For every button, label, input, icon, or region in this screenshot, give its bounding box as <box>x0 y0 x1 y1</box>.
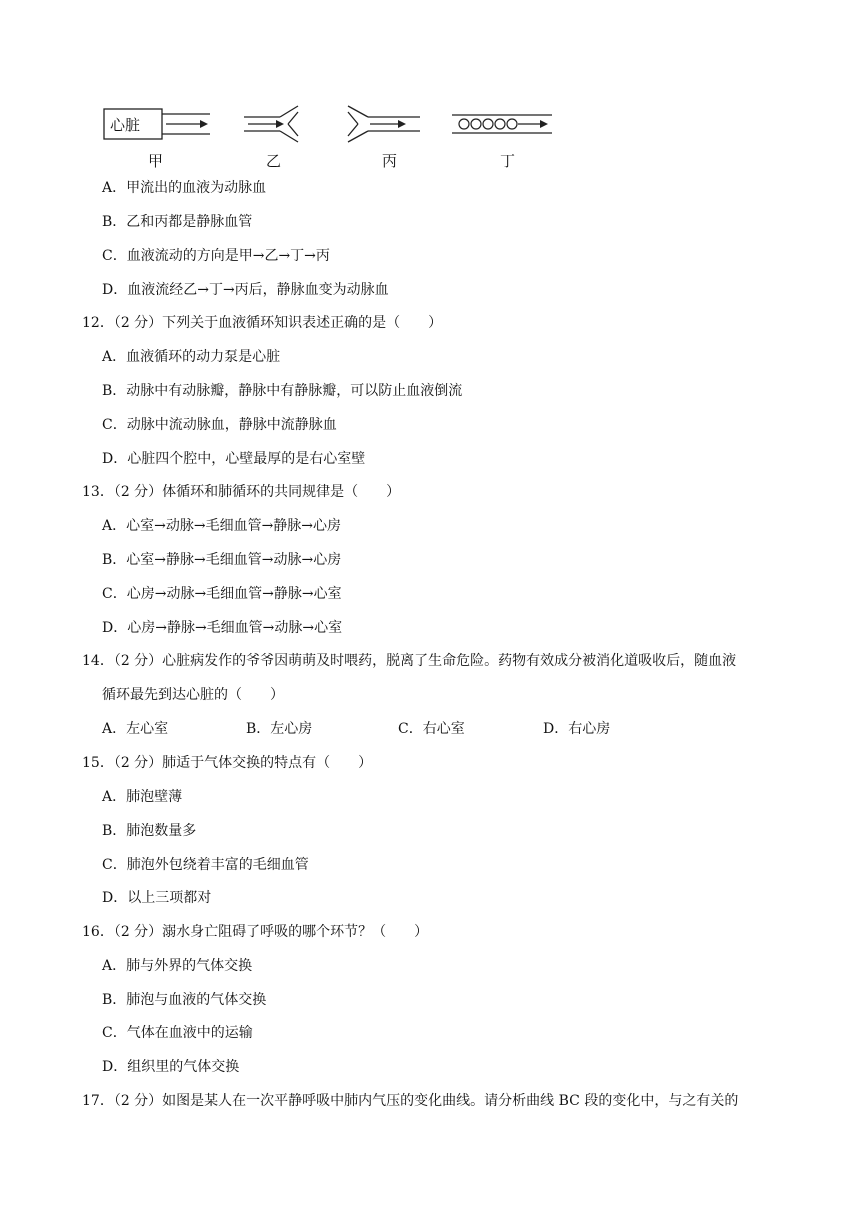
q16-option-c: C．气体在血液中的运输 <box>102 1025 253 1041</box>
q12-option-a: A．血液循环的动力泵是心脏 <box>102 349 281 365</box>
q15-option-c: C．肺泡外包绕着丰富的毛细血管 <box>102 857 309 873</box>
q16-option-d: D．组织里的气体交换 <box>102 1059 240 1075</box>
q13-option-a: A．心室→动脉→毛细血管→静脉→心房 <box>102 518 342 534</box>
q14-option-b: B．左心房 <box>246 721 313 737</box>
q13-stem: 13．（2 分）体循环和肺循环的共同规律是（ ） <box>82 484 401 500</box>
q13-option-d: D．心房→静脉→毛细血管→动脉→心室 <box>102 620 343 636</box>
q15-option-d: D．以上三项都对 <box>102 890 212 906</box>
label-jia: 甲 <box>148 152 164 170</box>
vessel-diagram <box>100 102 570 152</box>
label-bing: 丙 <box>382 152 398 170</box>
q16-option-a: A．肺与外界的气体交换 <box>102 958 253 974</box>
label-ding: 丁 <box>500 152 516 170</box>
q14-options-row <box>0 718 860 740</box>
vessel-ding <box>452 115 552 133</box>
q14-stem: 14．（2 分）心脏病发作的爷爷因萌萌及时喂药，脱离了生命危险。药物有效成分被消化道吸收后，随血液 <box>82 653 737 669</box>
q16-option-b: B．肺泡与血液的气体交换 <box>102 992 267 1008</box>
q14-option-a: A．左心室 <box>102 721 169 737</box>
q15-option-b: B．肺泡数量多 <box>102 823 197 839</box>
vessel-yi <box>244 106 298 142</box>
vessel-bing <box>348 106 420 142</box>
q11-option-a: A．甲流出的血液为动脉血 <box>102 180 267 196</box>
q14-option-c: C．右心室 <box>398 721 465 737</box>
blood-vessel-figure <box>100 102 570 172</box>
q11-option-c: C．血液流动的方向是甲→乙→丁→丙 <box>102 248 330 264</box>
q14-stem-cont: 循环最先到达心脏的（ ） <box>102 687 284 703</box>
q14-option-d: D．右心房 <box>543 721 611 737</box>
label-yi: 乙 <box>266 152 282 170</box>
q17-stem: 17．（2 分）如图是某人在一次平静呼吸中肺内气压的变化曲线。请分析曲线 BC 段的变化中，与之有关的 <box>82 1093 739 1109</box>
heart-box-text: 心脏 <box>110 116 141 134</box>
q11-option-b: B．乙和丙都是静脉血管 <box>102 214 253 230</box>
q12-stem: 12．（2 分）下列关于血液循环知识表述正确的是（ ） <box>82 315 443 331</box>
q16-stem: 16．（2 分）溺水身亡阻碍了呼吸的哪个环节？（ ） <box>82 924 429 940</box>
q13-option-b: B．心室→静脉→毛细血管→动脉→心房 <box>102 552 342 568</box>
q15-option-a: A．肺泡壁薄 <box>102 789 183 805</box>
q12-option-b: B．动脉中有动脉瓣，静脉中有静脉瓣，可以防止血液倒流 <box>102 383 463 399</box>
q15-stem: 15．（2 分）肺适于气体交换的特点有（ ） <box>82 755 373 771</box>
q12-option-d: D．心脏四个腔中，心壁最厚的是右心室壁 <box>102 451 366 467</box>
q13-option-c: C．心房→动脉→毛细血管→静脉→心室 <box>102 586 342 602</box>
q11-option-d: D．血液流经乙→丁→丙后，静脉血变为动脉血 <box>102 282 389 298</box>
q12-option-c: C．动脉中流动脉血，静脉中流静脉血 <box>102 417 337 433</box>
